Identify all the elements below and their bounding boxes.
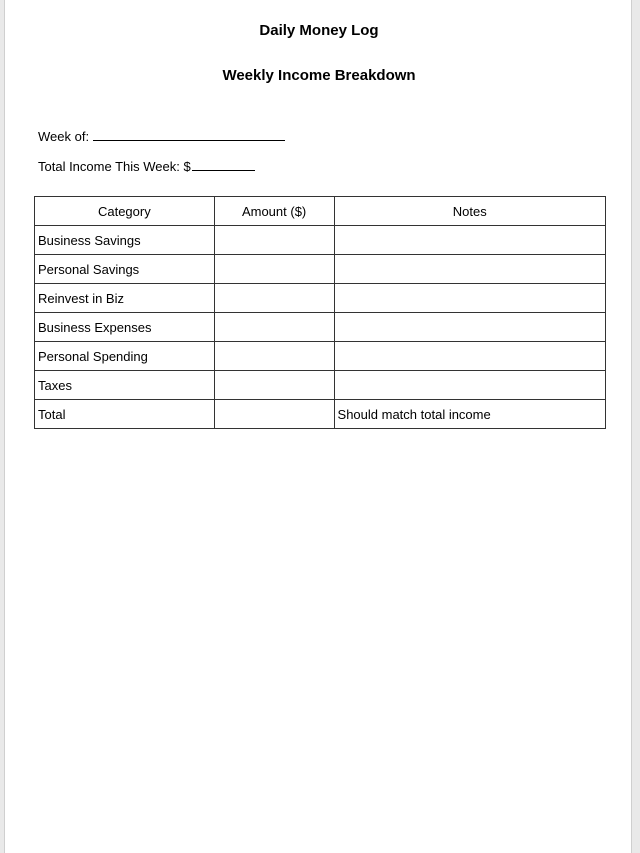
page-title: Daily Money Log <box>259 22 379 39</box>
category-cell: Business Expenses <box>35 313 215 342</box>
notes-cell: Should match total income <box>334 400 605 429</box>
week-of-blank[interactable] <box>93 128 285 141</box>
table-row <box>35 371 606 400</box>
document-page <box>4 0 632 853</box>
header-category: Category <box>35 197 215 226</box>
income-breakdown-table <box>34 196 606 429</box>
amount-cell[interactable] <box>214 371 334 400</box>
notes-cell[interactable] <box>334 255 605 284</box>
table-row-total <box>35 400 606 429</box>
amount-cell[interactable] <box>214 226 334 255</box>
table-row <box>35 313 606 342</box>
header-notes: Notes <box>334 197 605 226</box>
amount-cell[interactable] <box>214 284 334 313</box>
week-of-label: Week of: <box>38 129 90 144</box>
notes-cell[interactable] <box>334 342 605 371</box>
header-amount: Amount ($) <box>214 197 334 226</box>
amount-cell[interactable] <box>214 255 334 284</box>
total-income-blank[interactable] <box>192 158 255 171</box>
amount-cell[interactable] <box>214 400 334 429</box>
table-row <box>35 226 606 255</box>
notes-cell[interactable] <box>334 313 605 342</box>
table-row <box>35 284 606 313</box>
category-cell: Total <box>35 400 215 429</box>
table-row <box>35 255 606 284</box>
table-header-row <box>35 197 606 226</box>
category-cell: Reinvest in Biz <box>35 284 215 313</box>
notes-cell[interactable] <box>334 226 605 255</box>
notes-cell[interactable] <box>334 284 605 313</box>
page-subtitle: Weekly Income Breakdown <box>222 67 416 84</box>
week-of-field <box>38 128 285 145</box>
amount-cell[interactable] <box>214 342 334 371</box>
category-cell: Personal Savings <box>35 255 215 284</box>
category-cell: Taxes <box>35 371 215 400</box>
total-income-label: Total Income This Week: $ <box>38 159 191 174</box>
amount-cell[interactable] <box>214 313 334 342</box>
category-cell: Business Savings <box>35 226 215 255</box>
table-row <box>35 342 606 371</box>
notes-cell[interactable] <box>334 371 605 400</box>
category-cell: Personal Spending <box>35 342 215 371</box>
total-income-field <box>38 158 255 175</box>
